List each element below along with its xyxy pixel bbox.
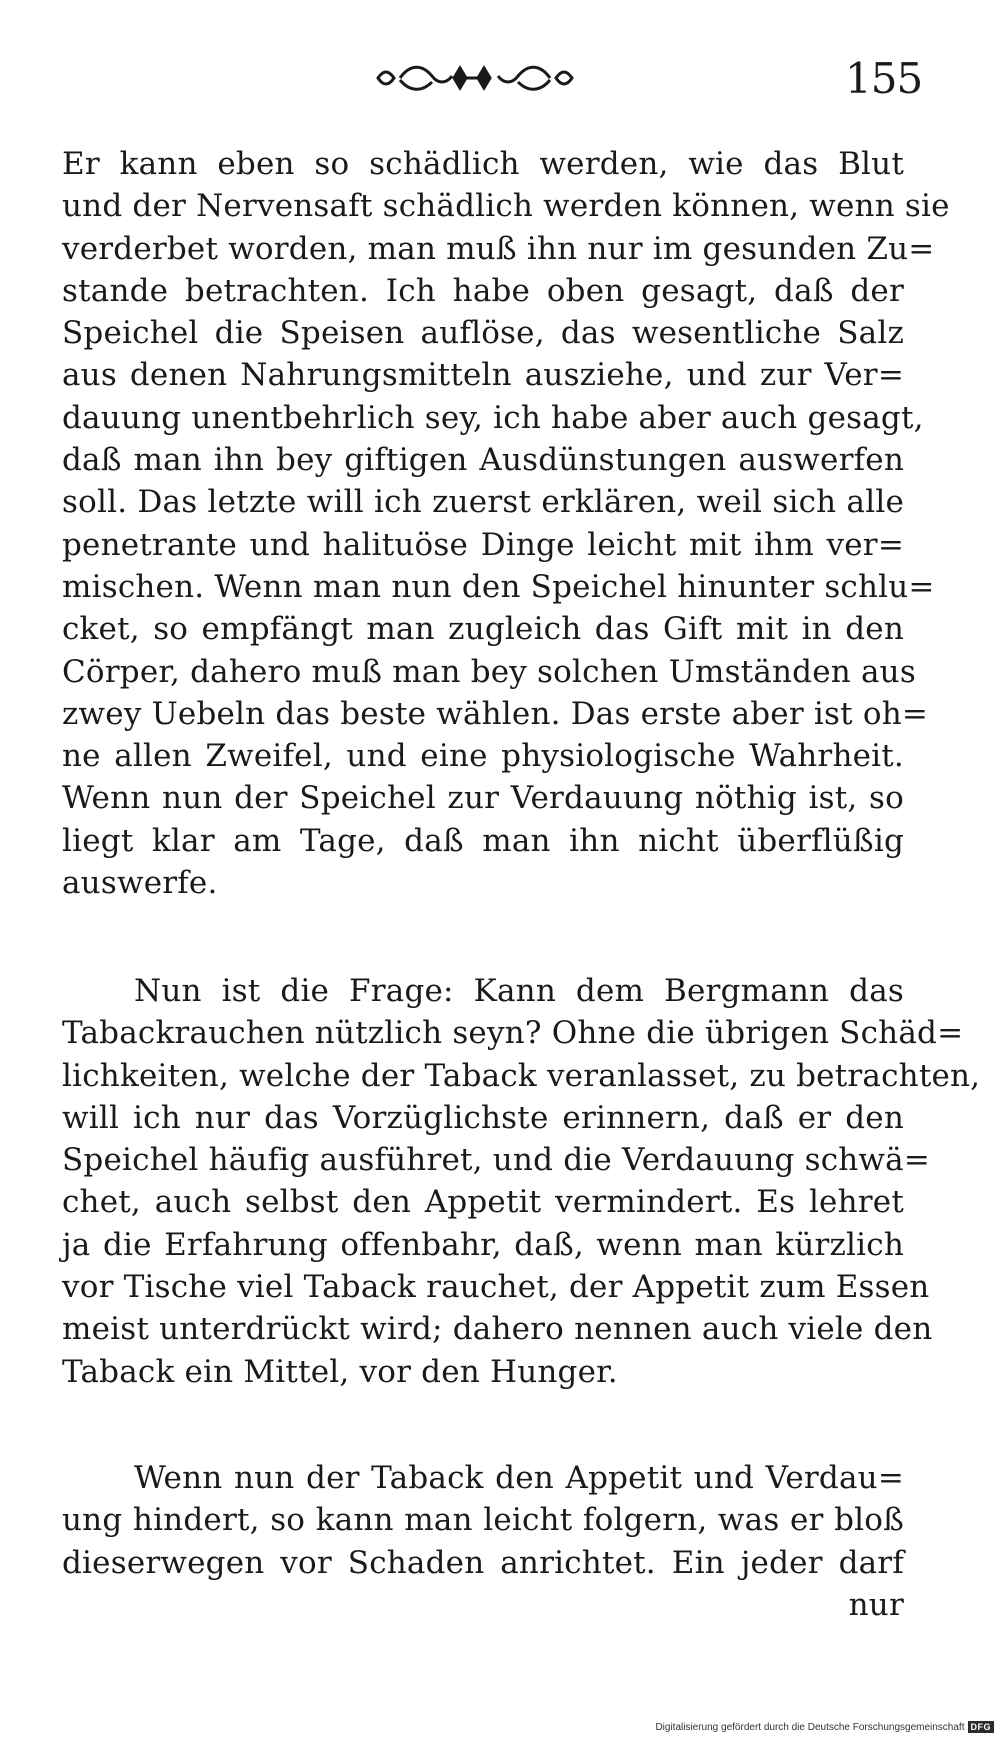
- text-line: stande betrachten. Ich habe oben gesagt, daß der: [62, 272, 904, 309]
- text-line: vor Tische viel Taback rauchet, der Appetit zum Essen: [62, 1269, 930, 1306]
- text-line: daß man ihn bey giftigen Ausdünstungen auswerfen: [62, 442, 904, 479]
- text-line: Cörper, dahero muß man bey solchen Umständen aus: [62, 653, 916, 690]
- text-line: Er kann eben so schädlich werden, wie das Blut: [62, 146, 904, 182]
- text-line: Wenn nun der Speichel zur Verdauung nöthig ist, so: [62, 780, 904, 817]
- funding-credit: Digitalisierung gefördert durch die Deutsche Forschungsgemeinschaft: [655, 1721, 965, 1733]
- digitization-footer: [655, 1721, 994, 1733]
- text-line: zwey Uebeln das beste wählen. Das erste aber ist oh=: [62, 695, 929, 732]
- text-line: Speichel häufig ausführet, und die Verdauung schwä=: [62, 1142, 931, 1179]
- paragraph-3: [62, 1457, 904, 1626]
- text-line: auswerfe.: [62, 865, 218, 902]
- text-line: penetrante und halituöse Dinge leicht mit ihm ver=: [62, 526, 904, 563]
- page-number: 155: [845, 54, 923, 103]
- text-line: dieserwegen vor Schaden anrichtet. Ein jeder darf: [62, 1544, 904, 1581]
- text-line: verderbet worden, man muß ihn nur im gesunden Zu=: [62, 230, 935, 267]
- dfg-logo: DFG: [968, 1721, 995, 1733]
- text-line: Speichel die Speisen auflöse, das wesentliche Salz: [62, 315, 904, 352]
- text-line: Tabackrauchen nützlich seyn? Ohne die übrigen Schäd=: [62, 1015, 964, 1052]
- text-line: Taback ein Mittel, vor den Hunger.: [62, 1353, 618, 1390]
- text-line: mischen. Wenn man nun den Speichel hinunter schlu=: [62, 568, 935, 605]
- text-line: chet, auch selbst den Appetit vermindert. Es lehret: [62, 1184, 904, 1221]
- text-line: will ich nur das Vorzüglichste erinnern, daß er den: [62, 1099, 904, 1136]
- text-line: ja die Erfahrung offenbahr, daß, wenn man kürzlich: [62, 1226, 904, 1263]
- paragraph-1: [62, 143, 950, 904]
- decorative-headpiece-ornament: [370, 58, 580, 98]
- text-line: liegt klar am Tage, daß man ihn nicht überflüßig: [62, 822, 904, 859]
- text-line: lichkeiten, welche der Taback veranlasset, zu betrachten,: [62, 1057, 981, 1094]
- text-line: und der Nervensaft schädlich werden können, wenn sie: [62, 188, 950, 225]
- text-line: ne allen Zweifel, und eine physiologische Wahrheit.: [62, 738, 904, 775]
- text-line: dauung unentbehrlich sey, ich habe aber auch gesagt,: [62, 399, 924, 436]
- paragraph-2: [62, 970, 981, 1393]
- text-line: meist unterdrückt wird; dahero nennen auch viele den: [62, 1311, 933, 1348]
- text-line: Nun ist die Frage: Kann dem Bergmann das: [134, 973, 904, 1009]
- text-line: soll. Das letzte will ich zuerst erklären, weil sich alle: [62, 484, 904, 521]
- text-line: cket, so empfängt man zugleich das Gift mit in den: [62, 611, 904, 648]
- text-line: ung hindert, so kann man leicht folgern, was er bloß: [62, 1502, 904, 1539]
- catchword: nur: [848, 1586, 904, 1623]
- text-line: Wenn nun der Taback den Appetit und Verdau=: [134, 1460, 904, 1496]
- text-line: aus denen Nahrungsmitteln ausziehe, und zur Ver=: [62, 357, 904, 394]
